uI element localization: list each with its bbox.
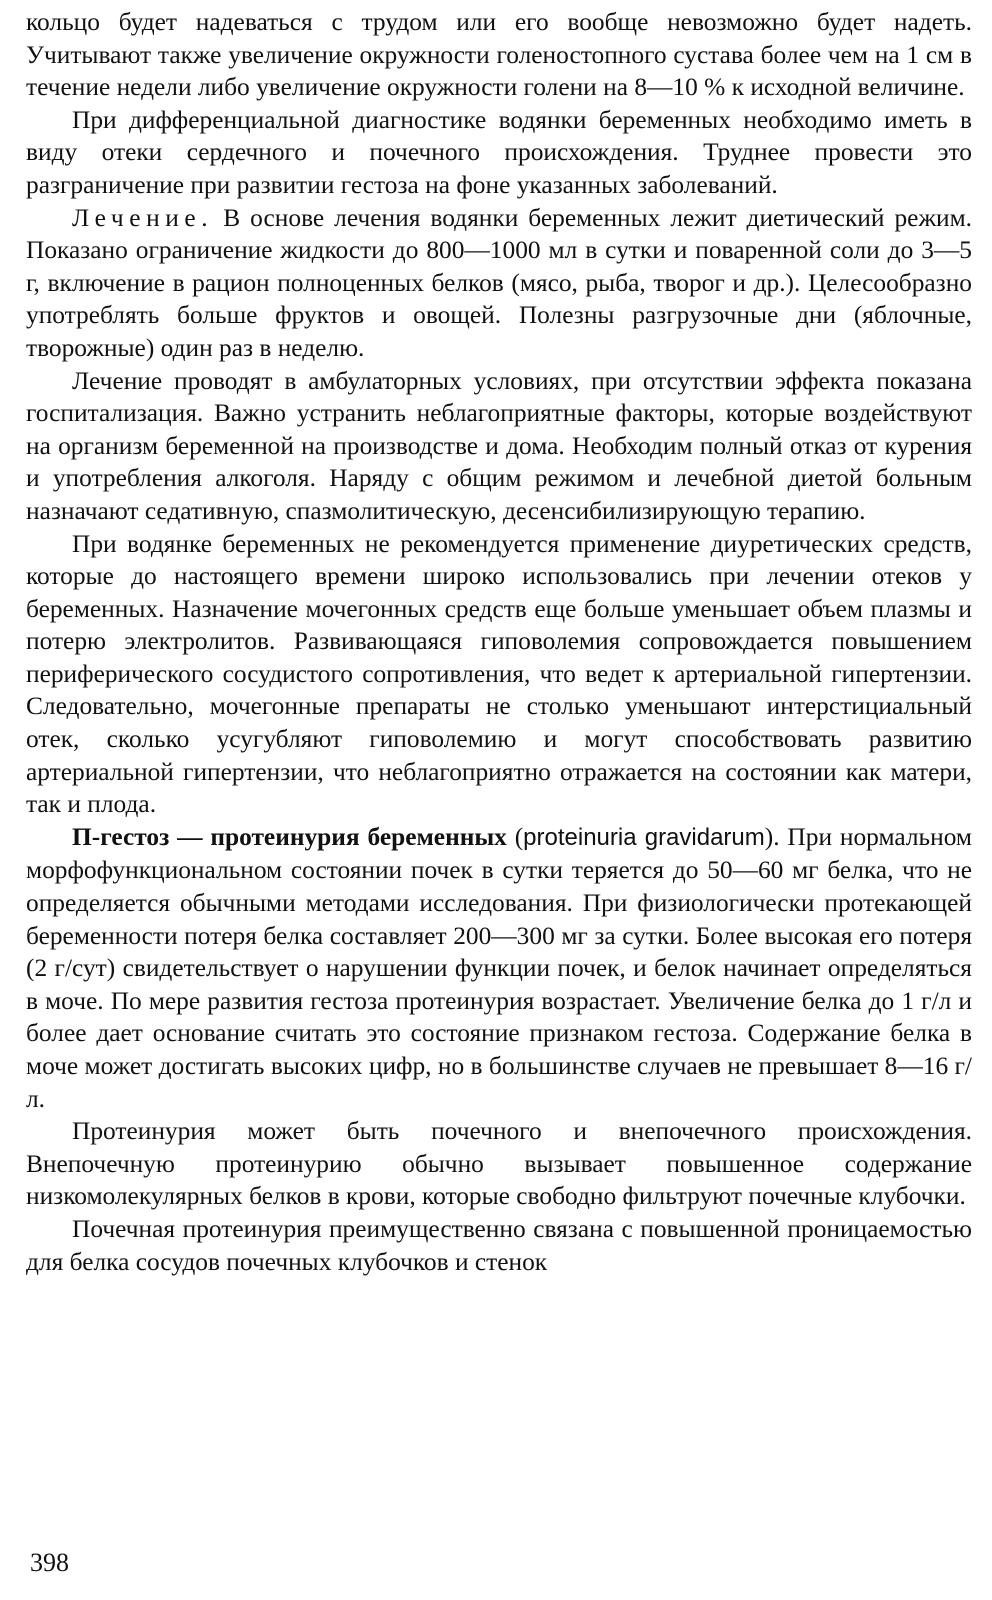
paragraph-continuation bbox=[26, 6, 972, 104]
paragraph-proteinuria: П-гестоз — протеинурия беременных (proteinuria gravidarum). При нормальном морфофункциональном состоянии почек в сутки теряется до 50—60 мг белка, что не определяется обычными методами исследования. При физиологически протекающей беременности потеря белка составляет 200—300 мг за сутки. Более высокая его потеря (2 г/сут) свидетельствует о нарушении функции почек, и белок начинает определяться в моче. По мере развития гестоза протеинурия возрастает. Увеличение белка до 1 г/л и более дает основание считать это состояние признаком гестоза. Содержание белка в моче может достигать высоких цифр, но в большинстве случаев не превышает 8—16 г/л. bbox=[26, 822, 972, 1113]
paragraph-text: Почечная протеинурия преимущественно связана с повышенной проницаемостью для белка сосудов почечных клубочков и стенок bbox=[26, 1214, 972, 1276]
paragraph-treatment bbox=[26, 202, 972, 365]
page-body bbox=[26, 6, 972, 1278]
paragraph-renal-proteinuria bbox=[26, 1213, 972, 1278]
paragraph-text: При водянке беременных не рекомендуется применение диуретических средств, которые до настоящего времени широко использовались при лечении отеков у беременных. Назначение мочегонных средств еще больше уменьшает объем плазмы и потерю электролитов. Развивающаяся гиповолемия сопровождается повышением периферического сосудистого сопротивления, что ведет к артериальной гипертензии. Следовательно, мочегонные препараты не столько уменьшают интерстициальный отек, сколько усугубляют гиповолемию и могут способствовать развитию артериальной гипертензии, что неблагоприятно отражается на состоянии как матери, так и плода. bbox=[26, 529, 972, 819]
paragraph-text: В основе лечения водянки беременных лежит диетический режим. Показано ограничение жидкости до 800—1000 мл в сутки и поваренной соли до 3—5 г, включение в рацион полноценных белков (мясо, рыба, творог и др.). Целесообразно употреблять больше фруктов и овощей. Полезны разгрузочные дни (яблочные, творожные) один раз в неделю. bbox=[26, 203, 972, 362]
latin-term: proteinuria gravidarum bbox=[523, 823, 765, 851]
paragraph-differential-diagnosis bbox=[26, 104, 972, 202]
paragraph-text: кольцо будет надеваться с трудом или его вообще невозможно будет надеть. Учитывают также увеличение окружности голеностопного сустава более чем на 1 см в течение недели либо увеличение окружности голени на 8—10 % к исходной величине. bbox=[26, 8, 972, 102]
paragraph-proteinuria-origin bbox=[26, 1115, 972, 1213]
paragraph-outpatient-treatment bbox=[26, 365, 972, 528]
paragraph-text: Лечение проводят в амбулаторных условиях, при отсутствии эффекта показана госпитализация. Важно устранить неблагоприятные факторы, которые воздействуют на организм беременной на производстве и дома. Необходим полный отказ от курения и употребления алкоголя. Наряду с общим режимом и лечебной диетой больным назначают седативную, спазмолитическую, десенсибилизирующую терапию. bbox=[26, 366, 972, 525]
page-number: 398 bbox=[30, 1548, 69, 1577]
paragraph-diuretics bbox=[26, 528, 972, 821]
section-heading-proteinuria: П-гестоз — протеинурия беременных bbox=[72, 822, 507, 851]
paragraph-text: При нормальном морфофункциональном состоянии почек в сутки теряется до 50—60 мг белка, что не определяется обычными методами исследования. При физиологически протекающей беременности потеря белка составляет 200—300 мг за сутки. Более высокая его потеря (2 г/сут) свидетельствует о нарушении функции почек, и белок начинает определяться в моче. По мере развития гестоза протеинурия возрастает. Увеличение белка до 1 г/л и более дает основание считать это состояние признаком гестоза. Содержание белка в моче может достигать высоких цифр, но в большинстве случаев не превышает 8—16 г/л. bbox=[26, 822, 972, 1113]
section-lead-treatment: Лечение. bbox=[72, 203, 214, 232]
paragraph-text: При дифференциальной диагностике водянки беременных необходимо иметь в виду отеки сердечного и почечного происхождения. Труднее провести это разграничение при развитии гестоза на фоне указанных заболеваний. bbox=[26, 105, 972, 199]
paragraph-text: Протеинурия может быть почечного и внепочечного происхождения. Внепочечную протеинурию обычно вызывает повышенное содержание низкомолекулярных белков в крови, которые свободно фильтруют почечные клубочки. bbox=[26, 1117, 972, 1211]
